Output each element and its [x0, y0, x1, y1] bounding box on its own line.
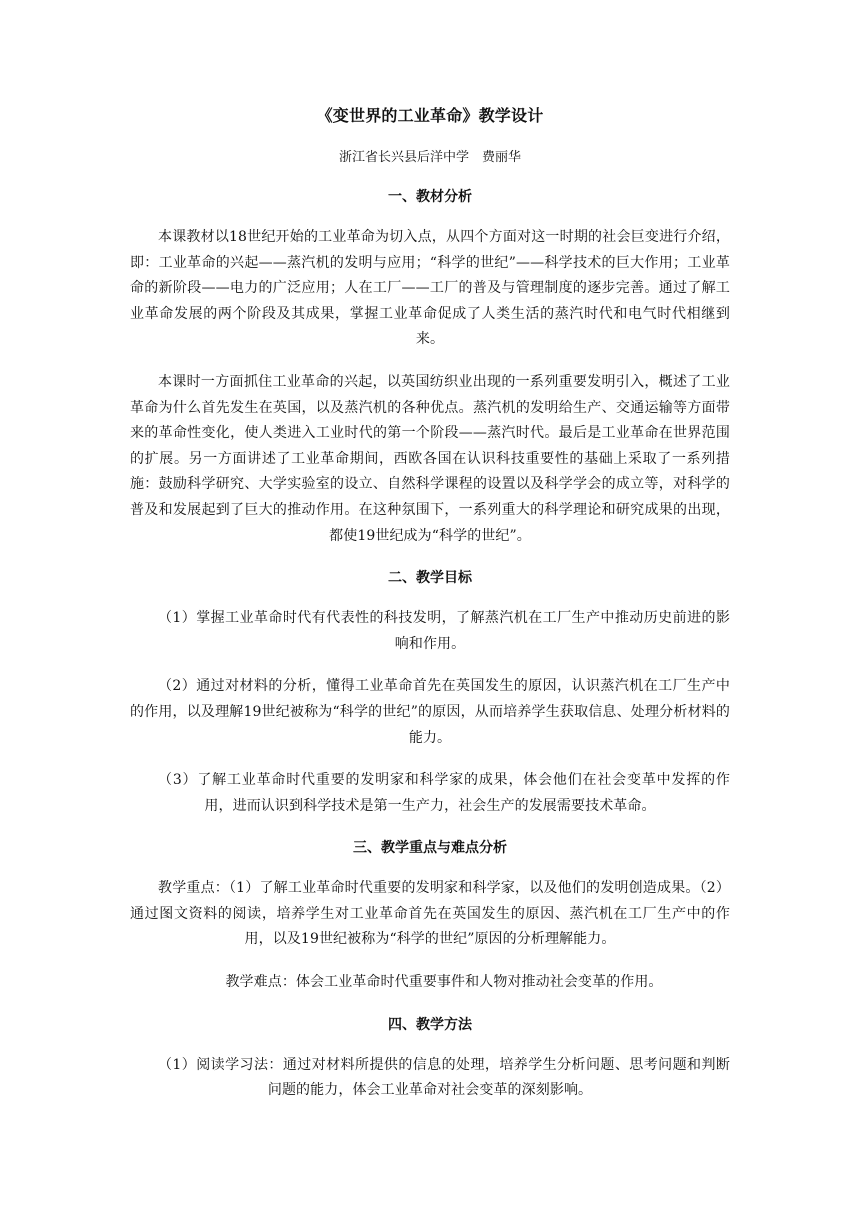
section-heading-2: 二、教学目标 [388, 570, 472, 587]
section-2-paragraph-3: （3）了解工业革命时代重要的发明家和科学家的成果，体会他们在社会变革中发挥的作用，进而认识到科学技术是第一生产力，社会生产的发展需要技术革命。 [158, 772, 730, 814]
author-line: 浙江省长兴县后洋中学 费丽华 [338, 150, 521, 165]
section-1-paragraph-1: 本课教材以18世纪开始的工业革命为切入点，从四个方面对这一时期的社会巨变进行介绍，即：工业革命的兴起——蒸汽机的发明与应用；“科学的世纪”——科学技术的巨大作用；工业革命的新阶段——电力的广泛应用；人在工厂——工厂的普及与管理制度的逐步完善。通过了解工业革命发展的两个阶段及其成果，掌握工业革命促成了人类生活的蒸汽时代和电气时代相继到来。 [130, 229, 730, 348]
section-heading-1: 一、教材分析 [388, 189, 472, 205]
document-body [130, 104, 730, 1104]
section-3-paragraph-2: 教学难点：体会工业革命时代重要事件和人物对推动社会变革的作用。 [225, 974, 663, 991]
section-4-paragraph-1: （1）阅读学习法：通过对材料所提供的信息的处理，培养学生分析问题、思考问题和判断问题的能力，体会工业革命对社会变革的深刻影响。 [158, 1056, 730, 1099]
section-heading-3: 三、教学重点与难点分析 [353, 840, 507, 857]
section-heading-4: 四、教学方法 [388, 1016, 472, 1033]
section-3-paragraph-1: 教学重点：（1）了解工业革命时代重要的发明家和科学家，以及他们的发明创造成果。（2）通过图文资料的阅读，培养学生对工业革命首先在英国发生的原因、蒸汽机在工厂生产中的作用，以及19世纪被称为“科学的世纪”原因的分析理解能力。 [130, 880, 730, 948]
section-2-paragraph-1: （1）掌握工业革命时代有代表性的科技发明，了解蒸汽机在工厂生产中推动历史前进的影响和作用。 [158, 610, 730, 652]
section-1-paragraph-2: 本课时一方面抓住工业革命的兴起，以英国纺织业出现的一系列重要发明引入，概述了工业革命为什么首先发生在英国，以及蒸汽机的各种优点。蒸汽机的发明给生产、交通运输等方面带来的革命性变化，使人类进入工业时代的第一个阶段——蒸汽时代。最后是工业革命在世界范围的扩展。另一方面讲述了工业革命期间，西欧各国在认识科技重要性的基础上采取了一系列措施：鼓励科学研究、大学实验室的设立、自然科学课程的设置以及科学学会的成立等，对科学的普及和发展起到了巨大的推动作用。在这种氛围下，一系列重大的科学理论和研究成果的出现，都使19世纪成为“科学的世纪”。 [130, 373, 730, 544]
document-title: 《变世界的工业革命》教学设计 [316, 106, 544, 125]
section-2-paragraph-2: （2）通过对材料的分析，懂得工业革命首先在英国发生的原因，认识蒸汽机在工厂生产中的作用，以及理解19世纪被称为“科学的世纪”的原因，从而培养学生获取信息、处理分析材料的能力。 [130, 678, 730, 746]
